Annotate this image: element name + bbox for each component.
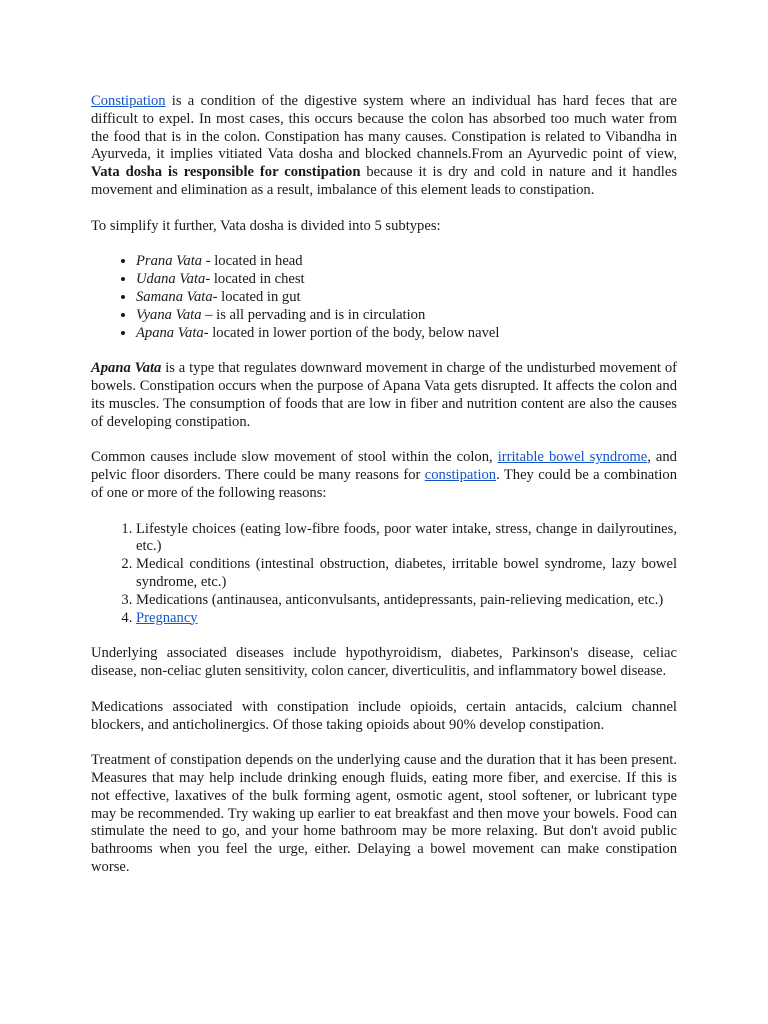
list-item — [136, 271, 677, 289]
constipation-link[interactable]: Constipation — [91, 93, 166, 109]
causes-text-3: . They could be a combination of one or more of the following reasons: — [91, 467, 677, 501]
apana-text: is a type that regulates downward movement in charge of the undisturbed movement of bowels. Constipation occurs when the purpose of Apana Vata gets disrupted. It affects the colon and its muscles. The consumption of foods that are low in fiber and nutrition content are also the causes of developing constipation. — [91, 360, 677, 430]
subtype-desc: - located in gut — [212, 288, 301, 305]
list-item — [136, 610, 677, 628]
subtype-desc: - located in lower portion of the body, below navel — [203, 324, 500, 341]
intro-text-2: because it is dry and cold in nature and it handles movement and elimination as a result, imbalance of this element leads to constipation. — [91, 164, 677, 198]
apana-paragraph — [91, 360, 677, 431]
subtype-name: Samana Vata — [136, 288, 213, 305]
subtype-desc: - located in chest — [205, 271, 305, 288]
reasons-list — [91, 521, 677, 628]
subtype-name: Prana Vata — [136, 253, 203, 270]
list-item — [136, 289, 677, 307]
subtypes-intro: To simplify it further, Vata dosha is divided into 5 subtypes: — [91, 217, 441, 234]
list-item — [136, 307, 677, 325]
subtype-name: Apana Vata — [136, 324, 204, 341]
causes-paragraph — [91, 449, 677, 502]
ibs-link[interactable]: irritable bowel syndrome — [497, 449, 648, 466]
list-item: 3. Medications (antinausea, anticonvulsants, antidepressants, pain-relieving medication, etc.) — [136, 592, 677, 610]
diseases-paragraph: Underlying associated diseases include hypothyroidism, diabetes, Parkinson's disease, celiac disease, non-celiac gluten sensitivity, colon cancer, diverticulitis, and inflammatory bowel disease. — [91, 645, 677, 680]
apana-term: Apana Vata — [91, 360, 162, 377]
intro-bold: Vata dosha is responsible for constipation — [91, 164, 361, 181]
list-item — [136, 253, 677, 271]
list-item: 1. Lifestyle choices (eating low-fibre foods, poor water intake, stress, change in dailyroutines, etc.) — [136, 521, 677, 557]
list-item — [136, 325, 677, 343]
subtype-desc: - located in head — [202, 253, 303, 270]
intro-paragraph — [91, 93, 677, 200]
list-item: 2. Medical conditions (intestinal obstruction, diabetes, irritable bowel syndrome, lazy bowel syndrome, etc.) — [136, 556, 677, 592]
constipation-link-2[interactable]: constipation — [424, 467, 497, 484]
subtype-name: Udana Vata — [136, 271, 206, 288]
subtype-desc: – is all pervading and is in circulation — [201, 306, 426, 323]
pregnancy-link[interactable]: Pregnancy — [136, 609, 198, 626]
intro-text-1: is a condition of the digestive system where an individual has hard feces that are difficult to expel. In most cases, this occurs because the colon has absorbed too much water from the food that is in the colon. Constipation has many causes. Constipation is related to Vibandha in Ayurveda, it implies vitiated Vata dosha and blocked channels.From an Ayurvedic point of view, — [91, 93, 677, 163]
document-page — [91, 93, 677, 895]
causes-text-2: , and pelvic floor disorders. There could be many reasons for — [91, 449, 677, 484]
subtypes-list — [91, 253, 677, 342]
medications-paragraph: Medications associated with constipation include opioids, certain antacids, calcium channel blockers, and anticholinergics. Of those taking opioids about 90% develop constipation. — [91, 698, 677, 733]
treatment-paragraph: Treatment of constipation depends on the underlying cause and the duration that it has been present. Measures that may help include drinking enough fluids, eating more fiber, and exercise. If this is not effective, laxatives of the bulk forming agent, osmotic agent, stool softener, or lubricant type may be recommended. Try waking up earlier to eat breakfast and then move your bowels. Food can stimulate the need to go, and your home bathroom may be more relaxing. But don't avoid public bathrooms when you feel the urge, either. Delaying a bowel movement can make constipation worse. — [91, 752, 677, 876]
subtype-name: Vyana Vata — [136, 306, 202, 323]
causes-text-1: Common causes include slow movement of stool within the colon, — [91, 449, 498, 466]
